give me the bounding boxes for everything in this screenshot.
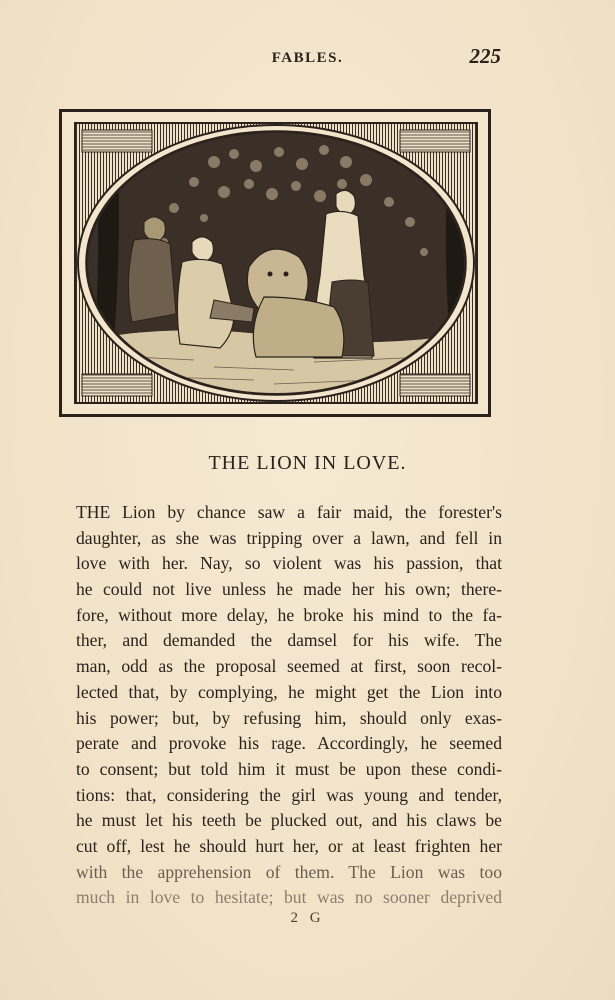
story-line: ther, and demanded the damsel for his wife. The (76, 630, 502, 651)
story-line: to consent; but told him it must be upon these condi- (76, 758, 502, 779)
story-line: he must let his teeth be plucked out, and his claws be (76, 810, 502, 831)
story-line: he could not live unless he made her his own; there- (76, 579, 502, 600)
story-line: with the apprehension of them. The Lion was too (76, 861, 502, 882)
story-line: love with her. Nay, so violent was his passion, that (76, 553, 502, 574)
story-line: perate and provoke his rage. Accordingly, he seemed (76, 733, 502, 754)
story-line: cut off, lest he should hurt her, or at least frighten her (76, 835, 502, 856)
running-head-title: FABLES. (271, 50, 344, 66)
story-line: daughter, as she was tripping over a lawn, and fell in (76, 527, 502, 548)
signature-mark: 2 G (290, 910, 325, 926)
lion-in-love-engraving-icon (74, 122, 478, 404)
story-line: fore, without more delay, he broke his mind to the fa- (76, 604, 502, 625)
story-line: man, odd as the proposal seemed at first, soon recol- (76, 656, 502, 677)
page-number: 225 (469, 44, 501, 68)
story-line: much in love to hesitate; but was no sooner deprived (76, 887, 502, 908)
running-head (0, 44, 615, 74)
story-line: his power; but, by refusing him, should only exas- (76, 707, 502, 728)
story-line: lected that, by complying, he might get the Lion into (76, 681, 502, 702)
story-line: tions: that, considering the girl was young and tender, (76, 784, 502, 805)
story-body (76, 500, 502, 911)
story-line: THE Lion by chance saw a fair maid, the forester's (76, 502, 502, 522)
story-title: THE LION IN LOVE. (208, 452, 407, 474)
